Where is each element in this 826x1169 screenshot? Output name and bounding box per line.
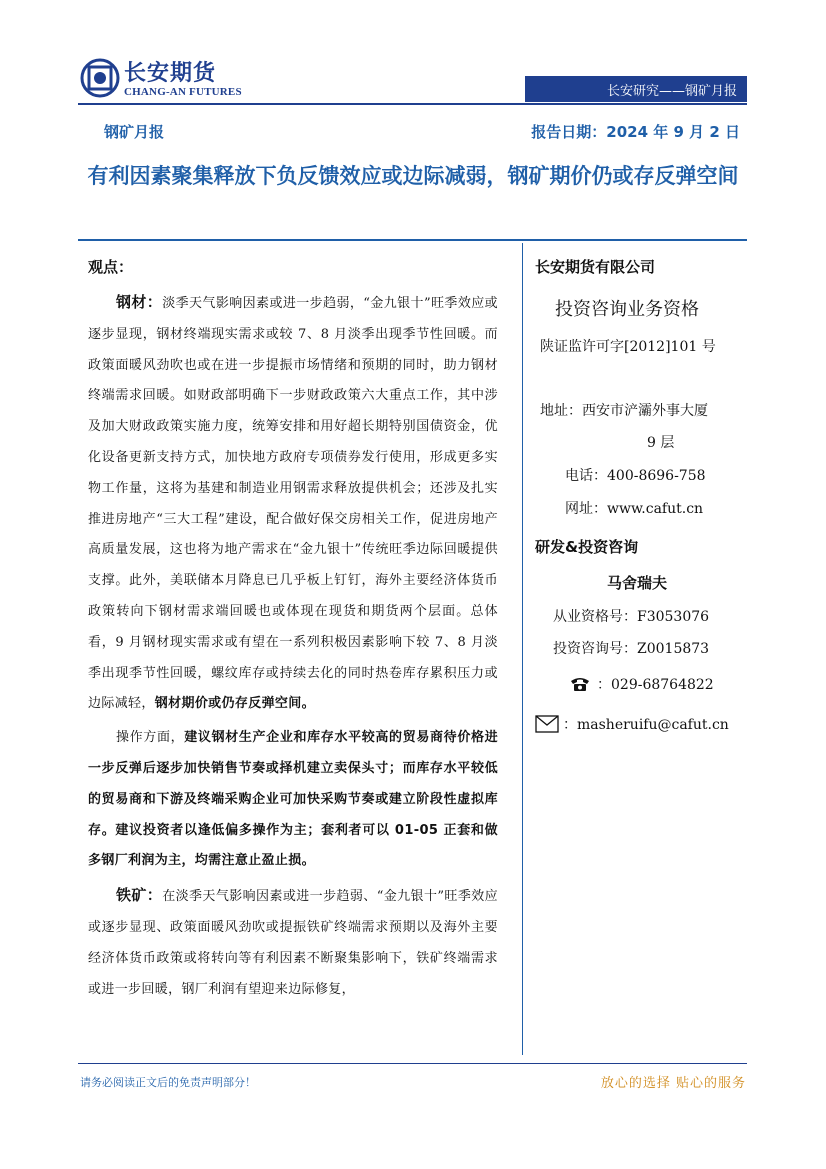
logo-chinese-name: 长安期货 bbox=[124, 61, 217, 86]
footer-slogan: 放心的选择 贴心的服务 bbox=[600, 1076, 746, 1091]
header-divider bbox=[78, 103, 747, 105]
company-info-sidebar bbox=[535, 256, 747, 733]
qualification: 投资咨询业务资格 bbox=[555, 299, 699, 320]
steel-lead: 钢材： bbox=[116, 293, 163, 311]
report-title: 有利因素聚集释放下负反馈效应或边际减弱，钢矿期价仍或存反弹空间 bbox=[87, 164, 739, 188]
footer-disclaimer: 请务必阅读正文后的免责声明部分！ bbox=[80, 1076, 256, 1089]
research-section-heading: 研发&投资咨询 bbox=[535, 538, 639, 556]
footer-divider bbox=[78, 1063, 747, 1064]
practice-cert: 从业资格号：F3053076 bbox=[553, 609, 710, 625]
address-line-2: 9 层 bbox=[647, 435, 675, 451]
analyst-phone bbox=[569, 674, 714, 694]
viewpoint-section bbox=[88, 256, 498, 1005]
column-divider bbox=[522, 243, 523, 1055]
logo-english-name: CHANG-AN FUTURES bbox=[124, 86, 242, 98]
steel-text: 淡季天气影响因素或进一步趋弱，“金九银十”旺季效应或逐步显现，钢材终端现实需求或较 7、8 月淡季出现季节性回暖。而政策面暖风劲吹也或在进一步提振市场情绪和预期的同时，助力钢材终端需求回暖。如财政部明确下一步财政政策六大重点工作，其中涉及加大财政政策实施力度，统筹安排和用好超长期特别国债资金，优化设备更新支持方式，加快地方政府专项债券发行使用，形成更多实物工作量，这将为基建和制造业用钢需求释放提供机会；还涉及扎实推进房地产“三大工程”建设，配合做好保交房相关工作，促进房地产高质量发展，这也将为地产需求在“金九银十”传统旺季边际回暖提供支撑。此外，美联储本月降息已几乎板上钉钉，海外主要经济体货币政策转向下钢材需求端回暖也或体现在现货和期货两个层面。总体看，9 月钢材现实需求或有望在一系列积极因素影响下较 7、8 月淡季出现季节性回暖，螺纹库存或持续去化的同时热卷库存累积压力或边际减轻， bbox=[88, 296, 498, 712]
steel-paragraph bbox=[88, 287, 498, 720]
advisory-cert: 投资咨询号：Z0015873 bbox=[553, 641, 710, 657]
iron-ore-paragraph bbox=[88, 880, 498, 1005]
address-line-1: 地址：西安市浐灞外事大厦 bbox=[540, 403, 708, 419]
viewpoint-heading: 观点： bbox=[88, 258, 134, 276]
company-logo bbox=[80, 56, 242, 104]
analyst-email-address: ：masheruifu@cafut.cn bbox=[563, 717, 729, 733]
report-type: 钢矿月报 bbox=[104, 123, 165, 141]
telephone-icon bbox=[569, 676, 591, 692]
company-website[interactable]: 网址：www.cafut.cn bbox=[565, 501, 704, 517]
header-series-label: 长安研究——钢矿月报 bbox=[606, 84, 737, 99]
operation-lead: 操作方面， bbox=[116, 730, 185, 746]
analyst-name: 马舍瑞夫 bbox=[607, 574, 668, 592]
operation-advice: 建议钢材生产企业和库存水平较高的贸易商待价格进一步反弹后逐步加快销售节奏或择机建立卖保头寸；而库存水平较低的贸易商和下游及终端采购企业可加快采购节奏或建立阶段性虚拟库存。建议投资者以逢低偏多操作为主；套利者可以 01-05 正套和做多钢厂利润为主，均需注意止盈止损。 bbox=[88, 730, 498, 869]
logo-emblem-icon bbox=[80, 58, 120, 98]
iron-ore-text: 在淡季天气影响因素或进一步趋弱、“金九银十”旺季效应或逐步显现、政策面暖风劲吹或提振铁矿终端需求预期以及海外主要经济体货币政策或将转向等有利因素不断聚集影响下，铁矿终端需求或进一步回暖，钢厂利润有望迎来边际修复， bbox=[88, 889, 498, 997]
company-name: 长安期货有限公司 bbox=[535, 258, 656, 276]
steel-conclusion: 钢材期价或仍存反弹空间。 bbox=[154, 696, 315, 712]
operation-paragraph bbox=[88, 723, 498, 877]
analyst-phone-number: ：029-68764822 bbox=[597, 677, 714, 693]
company-phone: 电话：400-8696-758 bbox=[565, 468, 706, 484]
report-date: 报告日期：2024 年 9 月 2 日 bbox=[531, 123, 740, 141]
iron-ore-lead: 铁矿： bbox=[116, 886, 163, 905]
title-divider bbox=[78, 239, 747, 241]
envelope-icon bbox=[535, 715, 559, 733]
license-number: 陕证监许可字[2012]101 号 bbox=[540, 339, 716, 355]
analyst-email[interactable] bbox=[535, 714, 729, 734]
header-series-bar bbox=[525, 76, 747, 102]
